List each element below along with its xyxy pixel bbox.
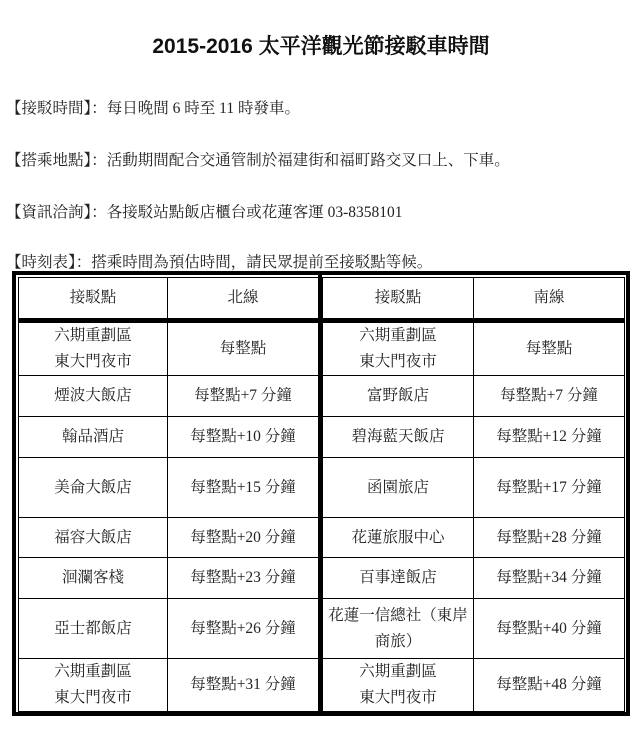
time-cell: 每整點+28 分鐘 bbox=[474, 518, 625, 558]
table-row bbox=[19, 376, 319, 417]
time-cell: 每整點+17 分鐘 bbox=[474, 458, 625, 518]
stop-cell: 美侖大飯店 bbox=[19, 458, 168, 518]
time-cell: 每整點+15 分鐘 bbox=[168, 458, 319, 518]
info-shuttle-time bbox=[6, 96, 300, 118]
table-row bbox=[19, 321, 319, 376]
table-row bbox=[323, 458, 625, 518]
table-header-row bbox=[19, 278, 319, 321]
info-label: 【資訊洽詢】 bbox=[6, 204, 92, 221]
table-row bbox=[323, 417, 625, 458]
stop-line: 東大門夜市 bbox=[359, 689, 437, 706]
stop-cell bbox=[323, 321, 474, 376]
schedule-table bbox=[12, 271, 630, 716]
table-row bbox=[323, 659, 625, 712]
stop-cell bbox=[323, 599, 474, 659]
time-cell: 每整點+20 分鐘 bbox=[168, 518, 319, 558]
info-label: 【接駁時間】 bbox=[6, 100, 92, 117]
time-cell: 每整點+34 分鐘 bbox=[474, 558, 625, 599]
stop-cell: 碧海藍天飯店 bbox=[323, 417, 474, 458]
stop-cell bbox=[323, 659, 474, 712]
table-row bbox=[323, 558, 625, 599]
header-north-line: 北線 bbox=[168, 278, 319, 321]
time-cell: 每整點 bbox=[474, 321, 625, 376]
stop-line: 商旅） bbox=[374, 632, 422, 650]
time-cell: 每整點+12 分鐘 bbox=[474, 417, 625, 458]
table-row bbox=[19, 518, 319, 558]
stop-line: 六期重劃區 bbox=[54, 327, 132, 344]
table-row bbox=[19, 458, 319, 518]
stop-cell: 富野飯店 bbox=[323, 376, 474, 417]
stop-cell: 福容大飯店 bbox=[19, 518, 168, 558]
north-line-table bbox=[18, 277, 318, 710]
stop-cell: 亞士都飯店 bbox=[19, 599, 168, 659]
stop-cell bbox=[19, 659, 168, 712]
time-cell: 每整點+7 分鐘 bbox=[168, 376, 319, 417]
stop-line: 六期重劃區 bbox=[359, 663, 437, 680]
info-label: 【搭乘地點】 bbox=[6, 152, 92, 169]
south-line-table bbox=[322, 277, 624, 710]
time-cell: 每整點 bbox=[168, 321, 319, 376]
table-row bbox=[19, 417, 319, 458]
table-row bbox=[19, 659, 319, 712]
stop-line: 東大門夜市 bbox=[359, 353, 437, 370]
info-text: ：各接駁站點飯店櫃台或花蓮客運 03-8358101 bbox=[91, 204, 403, 221]
table-header-row bbox=[323, 278, 625, 321]
table-row bbox=[323, 599, 625, 659]
stop-line: 六期重劃區 bbox=[54, 663, 132, 680]
info-boarding-location bbox=[6, 148, 510, 170]
table-row bbox=[323, 321, 625, 376]
time-cell: 每整點+23 分鐘 bbox=[168, 558, 319, 599]
info-contact bbox=[6, 200, 403, 222]
stop-cell bbox=[19, 321, 168, 376]
stop-cell: 函園旅店 bbox=[323, 458, 474, 518]
time-cell: 每整點+48 分鐘 bbox=[474, 659, 625, 712]
info-timetable bbox=[6, 250, 432, 272]
time-cell: 每整點+26 分鐘 bbox=[168, 599, 319, 659]
time-cell: 每整點+31 分鐘 bbox=[168, 659, 319, 712]
page-title: 2015-2016 太平洋觀光節接駁車時間 bbox=[152, 35, 490, 58]
stop-cell: 花蓮旅服中心 bbox=[323, 518, 474, 558]
table-row bbox=[323, 518, 625, 558]
table-row bbox=[19, 599, 319, 659]
time-cell: 每整點+10 分鐘 bbox=[168, 417, 319, 458]
header-south-line: 南線 bbox=[474, 278, 625, 321]
time-cell: 每整點+40 分鐘 bbox=[474, 599, 625, 659]
stop-cell: 洄瀾客棧 bbox=[19, 558, 168, 599]
stop-line: 東大門夜市 bbox=[54, 689, 132, 706]
time-cell: 每整點+7 分鐘 bbox=[474, 376, 625, 417]
stop-line: 東大門夜市 bbox=[54, 353, 132, 370]
stop-line: 六期重劃區 bbox=[359, 327, 437, 344]
info-text: ：搭乘時間為預估時間，請民眾提前至接駁點等候。 bbox=[75, 254, 433, 271]
table-row bbox=[323, 376, 625, 417]
header-stop: 接駁點 bbox=[19, 278, 168, 321]
table-row bbox=[19, 558, 319, 599]
info-text: ：每日晚間 6 時至 11 時發車。 bbox=[91, 100, 300, 117]
stop-cell: 翰品酒店 bbox=[19, 417, 168, 458]
stop-line: 花蓮一信總社（東岸 bbox=[328, 606, 468, 624]
stop-cell: 煙波大飯店 bbox=[19, 376, 168, 417]
info-label: 【時刻表】 bbox=[6, 254, 76, 271]
header-stop: 接駁點 bbox=[323, 278, 474, 321]
info-text: ：活動期間配合交通管制於福建街和福町路交叉口上、下車。 bbox=[91, 152, 510, 169]
stop-cell: 百事達飯店 bbox=[323, 558, 474, 599]
